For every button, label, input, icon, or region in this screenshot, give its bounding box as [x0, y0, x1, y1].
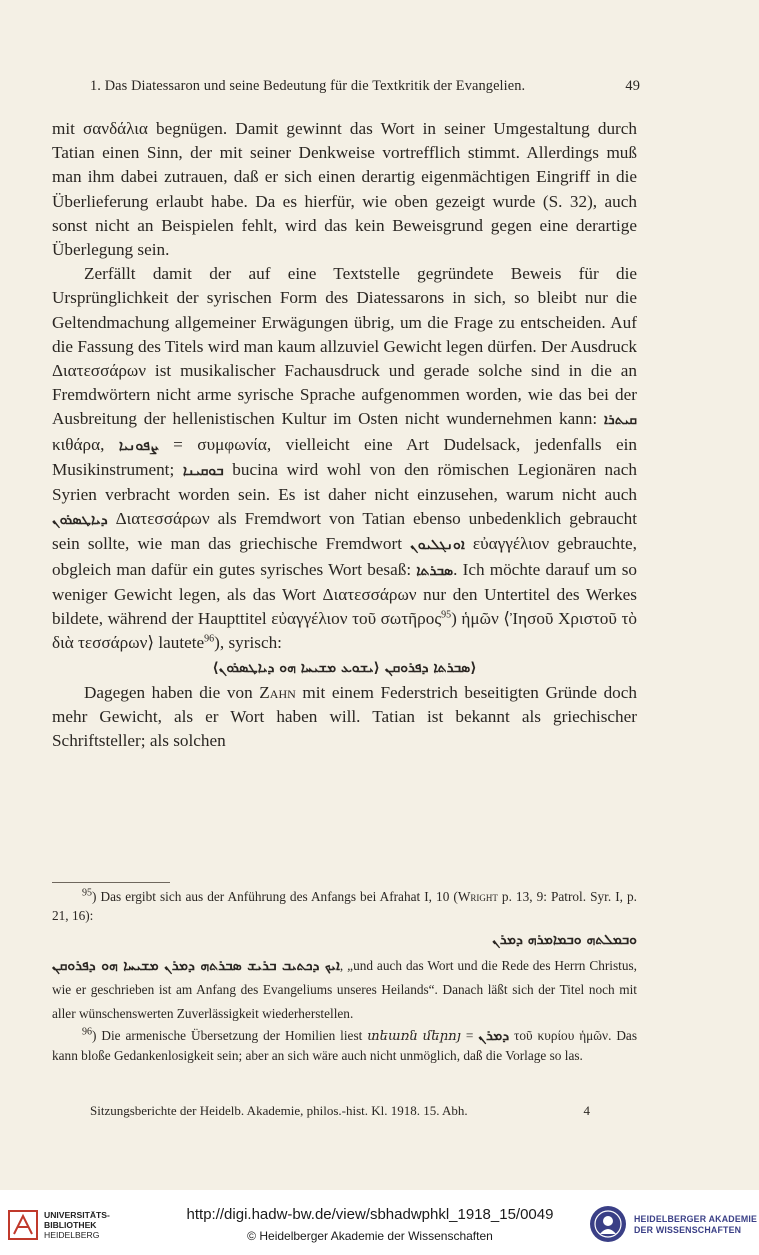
footnote-95-syriac-2	[52, 954, 637, 1026]
text-run: ) Das ergibt sich aus der Anführung des Anfangs bei Afrahat I, 10 (	[92, 889, 458, 904]
academy-name[interactable]	[634, 1214, 758, 1236]
imprint-text: Sitzungsberichte der Heidelb. Akademie, philos.-hist. Kl. 1918. 15. Abh.	[90, 1103, 468, 1118]
text-run: ) Die armenische Übersetzung der Homilien liest	[92, 1027, 368, 1043]
running-head	[90, 78, 640, 95]
text-run: ) ἡμῶν ⟨Ἰησοῦ Χριστοῦ τὸ διὰ τεσσάρων⟩ lautete	[52, 609, 637, 653]
footnote-ref[interactable]: 96	[204, 633, 215, 645]
library-name-line: UNIVERSITÄTS-	[44, 1210, 110, 1220]
text-run: mit einem Federstrich beseitigten Gründe doch mehr Gewicht, als er Wort haben will. Tatian ist bekannt als griechischer Schriftsteller; als solchen	[52, 682, 637, 751]
syriac-quote: ܐܝܟ ܕܟܬܝܒ ܒܪܝܫ ܣܒܪܬܗ ܕܡܪܢ ܡܫܝܚܐ ܗܘ ܕܦܪܘܩܢ	[52, 957, 340, 974]
footnote-rule	[52, 882, 170, 883]
text-run: ), syrisch:	[214, 633, 282, 653]
syriac-word: ܨܦܘܢܝܐ	[118, 437, 159, 454]
syriac-quote: ܘܒܡܠܬܗ ܘܒܡܐܡܪܗ ܕܡܪܢ	[492, 931, 637, 948]
viewer-footer	[0, 1190, 759, 1255]
text-run: . Ich möchte darauf um so weniger Gewicht legen, als das Wort Διατεσσάρων nur den Untertitel des Werkes bildete, während der Haupttitel εὐαγγέλιον τοῦ σωτῆρος	[52, 559, 637, 629]
copyright-notice: © Heidelberger Akademie der Wissenschaften	[247, 1229, 493, 1243]
library-logo-icon[interactable]	[6, 1208, 40, 1242]
footnote-95-syriac-1	[52, 926, 637, 954]
text-run: Dagegen haben die von	[84, 682, 260, 702]
library-name-line: BIBLIOTHEK	[44, 1220, 97, 1230]
academy-name-line: HEIDELBERGER AKADEMIE	[634, 1214, 758, 1224]
page-number: 49	[625, 78, 640, 94]
text-run: =	[460, 1027, 479, 1043]
imprint-line	[90, 1103, 590, 1119]
academy-seal-icon[interactable]	[588, 1204, 628, 1244]
author-name: Wright	[457, 889, 498, 904]
main-text	[52, 117, 637, 753]
footnote-96	[52, 1026, 637, 1066]
text-run: p. 13, 9: Patrol. Syr. I, p. 21, 16):	[52, 889, 637, 924]
text-run: τοῦ κυρίου ἡμῶν. Das kann bloße Gedankenlosigkeit sein; aber an sich wäre auch nicht unmöglich, daß die Vorlage so las.	[52, 1027, 638, 1063]
syriac-title: ⟨ܣܒܪܬܐ ܕܦܪܘܩܢ ⟨ܝܫܘܥ ܡܫܝܚܐ ܗܘ ܕܝܐܛܣܪܘܢ⟩	[212, 660, 477, 677]
library-name-line: HEIDELBERG	[44, 1230, 100, 1240]
text-run: εὐαγγέλιον gebrauchte, obgleich man dafür ein gutes syrisches Wort besaß:	[52, 534, 637, 579]
text-run: , „und auch das Wort und die Rede des Herrn Christus, wie er geschrieben ist am Anfang des Evangeliums unseres Heilands“. Danach läßt sich der Titel noch mit aller wünschenswerten Zuverlässigkeit wiederherstellen.	[52, 957, 638, 1021]
syriac-word: ܕܝܐܛܣܪܘܢ	[52, 512, 108, 529]
signature-mark: 4	[583, 1103, 590, 1118]
text-run: κιθάρα,	[52, 434, 119, 454]
library-name[interactable]	[44, 1210, 114, 1240]
footnotes	[52, 887, 637, 1065]
text-run: bucina wird wohl von den römischen Legionären nach Syrien verbracht worden sein. Es ist daher nicht einzusehen, warum nicht auch	[52, 459, 637, 505]
text-run: Διατεσσάρων als Fremdwort von Tatian ebenso unbedenklich gebraucht sein sollte, wie man das griechische Fremdwort	[52, 509, 637, 554]
academy-name-line: DER WISSENSCHAFTEN	[634, 1225, 742, 1235]
footnote-ref[interactable]: 95	[441, 609, 452, 621]
footnote-95	[52, 887, 637, 926]
text-run: = συμφωνία, vielleicht eine Art Dudelsack, jedenfalls ein Musikinstrument;	[52, 434, 637, 479]
syriac-word: ܒܘܩܝܢܐ	[182, 462, 224, 479]
syriac-word: ܕܡܪܢ	[478, 1027, 510, 1044]
paragraph-2	[52, 262, 637, 655]
paragraph-3	[52, 681, 637, 754]
paragraph-1: mit σανδάλια begnügen. Damit gewinnt das Wort in seiner Umgestaltung durch Tatian einen Sinn, der mit seiner Denkweise vortrefflich stimmt. Allerdings muß man ihm dabei zutrauen, daß er sich einen derartig eigenmächtigen Eingriff in die Überlieferung erlaubt habe. Da es hierfür, wie oben gezeigt wurde (S. 32), auch sonst nicht an Beispielen fehlt, wird das kein Beweisgrund gegen eine derartige Überlegung sein.	[52, 119, 637, 260]
syriac-word: ܣܒܪܬܐ	[416, 562, 454, 579]
author-name: Zahn	[259, 682, 296, 702]
footnote-marker: 95	[82, 887, 92, 899]
armenian-word: տեառն մերոյ	[367, 1027, 461, 1043]
running-title: 1. Das Diatessaron und seine Bedeutung für die Textkritik der Evangelien.	[90, 78, 526, 94]
syriac-title-line	[52, 655, 637, 680]
permalink[interactable]: http://digi.hadw-bw.de/view/sbhadwphkl_1918_15/0049	[186, 1206, 554, 1223]
syriac-word: ܩܝܬܪܐ	[603, 412, 637, 429]
text-run: Zerfällt damit der auf eine Textstelle gegründete Beweis für die Ursprünglichkeit der syrischen Form des Diatessarons in sich, so bleibt nur die Geltendmachung allgemeiner Erwägungen übrig, um die Frage zu entscheiden. Auf die Fassung des Titels wird man kaum allzuviel Gewicht legen dürfen. Der Ausdruck Διατεσσάρων ist musikalischer Fachausdruck und gerade solche sind in die an Fremdwörtern nicht arme syrische Sprache aufgenommen worden, wie das bei der Ausbreitung der hellenistischen Kultur im Osten nicht wundernehmen kann:	[52, 264, 637, 429]
syriac-word: ܐܘܢܓܠܝܘܢ	[410, 537, 465, 554]
footnote-marker: 96	[82, 1026, 92, 1038]
